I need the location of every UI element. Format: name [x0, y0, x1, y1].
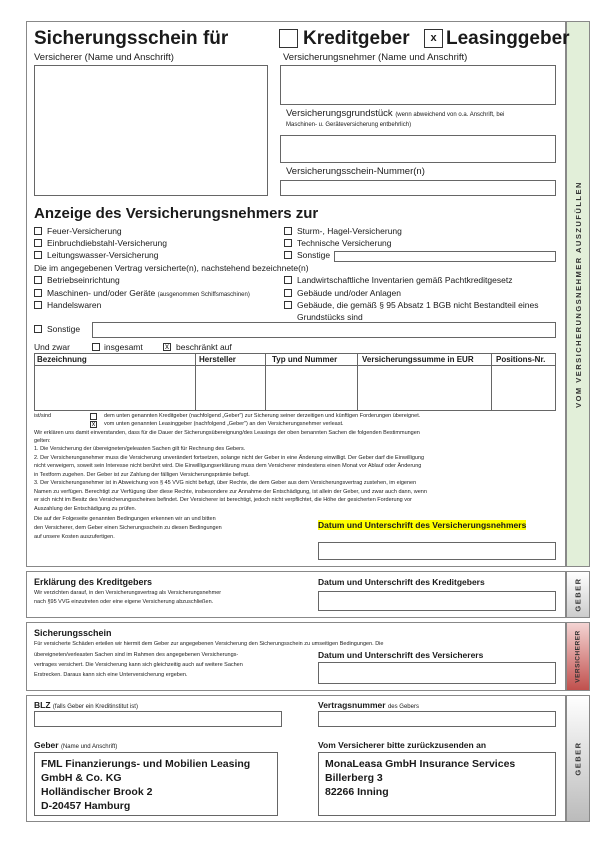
page-title: Sicherungsschein für [34, 28, 229, 49]
gebaeude-checkbox[interactable] [284, 289, 292, 297]
return-line: 82266 Inning [325, 786, 389, 798]
table-header-row [35, 354, 556, 366]
table-header: Typ und Nummer [266, 354, 358, 366]
geber-label [34, 740, 117, 750]
sig-vn-field[interactable] [318, 542, 556, 560]
schein-nr-label: Versicherungsschein-Nummer(n) [286, 166, 425, 177]
versicherer-label: Versicherer (Name und Anschrift) [34, 52, 174, 63]
blz-label [34, 700, 138, 710]
kredit-text-1: Wir verzichten darauf, in den Versicherungsvertrag als Versicherungsnehmer [34, 590, 222, 596]
leasing-verleast-checkbox[interactable]: x [91, 421, 96, 428]
grundstueck-note2: Maschinen- u. Geräteversicherung entbehrlich) [286, 122, 412, 128]
table-cell[interactable] [266, 366, 358, 411]
landwirt-checkbox[interactable] [284, 276, 292, 284]
vn-field[interactable] [280, 65, 556, 105]
sicherung-text-4: Erstrecken. Daraus kann sich eine Unterversicherung ergeben. [34, 672, 188, 678]
vn-label: Versicherungsnehmer (Name und Anschrift) [283, 52, 468, 63]
versicherer-field[interactable] [34, 65, 268, 196]
legal-line-8: in Textform zugehen. Der Geber ist zur Zahlung der fälligen Versicherungsprämie befugt. [34, 472, 250, 478]
feuer-checkbox[interactable] [34, 227, 42, 235]
sicherung-title: Sicherungsschein [34, 628, 112, 638]
side-text-vn: VOM VERSICHERUNGSNEHMER AUSZUFÜLLEN [573, 180, 583, 408]
side-label-geber [566, 571, 590, 618]
betrieb-label: Betriebseinrichtung [47, 275, 120, 285]
leitungswasser-label: Leitungswasser-Versicherung [47, 250, 159, 260]
sicherung-text-3: vertrages versichert. Die Versicherung kann sich gleichzeitig auch auf weitere Sachen [34, 662, 243, 668]
sonstige-checkbox[interactable] [34, 325, 42, 333]
betrieb-checkbox[interactable] [34, 276, 42, 284]
legal-line-9: 3. Der Versicherungsnehmer ist in Abweichung von § 45 VVG nicht befugt, über Rechte, die dem Geber aus dem Versicherungsvertrag zustehen, im eigenen [34, 480, 417, 486]
vertragsnummer-field[interactable] [318, 711, 556, 727]
sonstige-label: Sonstige [47, 324, 81, 334]
kreditgeber-label: Kreditgeber [303, 28, 410, 49]
sonstige-top-label: Sonstige [297, 250, 331, 260]
geber-note: (Name und Anschrift) [60, 744, 118, 750]
leasinggeber-checkbox[interactable]: x [424, 29, 443, 48]
und-zwar-label: Und zwar [34, 342, 70, 352]
side-text-versicherer: VERSICHERER [574, 630, 582, 683]
gebaeude-label: Gebäude und/oder Anlagen [297, 288, 401, 298]
geber-line: Holländischer Brook 2 [41, 786, 153, 798]
kreditgeber-checkbox[interactable] [279, 29, 298, 48]
side-label-vn [566, 21, 590, 567]
return-label: Vom Versicherer bitte zurückzusenden an [318, 740, 487, 750]
table-header: Positions-Nr. [492, 354, 556, 366]
einbruch-checkbox[interactable] [34, 239, 42, 247]
sturm-checkbox[interactable] [284, 227, 292, 235]
feuer-label: Feuer-Versicherung [47, 226, 122, 236]
gebaeude95-label: Gebäude, die gemäß § 95 Absatz 1 BGB nicht Bestandteil eines [297, 300, 539, 310]
legal-line-3: Wir erklären uns damit einverstanden, dass für die Dauer der Sicherungsübereignung/des Leasings der oben benannten Sachen die folgenden Bestimmungen [34, 430, 420, 436]
blz-field[interactable] [34, 711, 282, 727]
schein-nr-field[interactable] [280, 180, 556, 196]
vertragsnummer-text: Vertragsnummer [318, 700, 386, 710]
legal-line-15: auf unsere Kosten auszufertigen. [34, 534, 115, 540]
table-cell[interactable] [492, 366, 556, 411]
maschinen-text: Maschinen- und/oder Geräte [47, 288, 156, 298]
grundstueck-sind-label: Grundstücks sind [297, 312, 363, 322]
grundstueck-label [286, 108, 504, 119]
table-cell[interactable] [358, 366, 492, 411]
legal-line-13: Die auf der Folgeseite genannten Bedingungen erkennen wir an und bitten [34, 516, 216, 522]
sturm-label: Sturm-, Hagel-Versicherung [297, 226, 402, 236]
einbruch-label: Einbruchdiebstahl-Versicherung [47, 238, 168, 248]
side-text-geber2: GEBER [573, 741, 583, 776]
table-cell[interactable] [196, 366, 266, 411]
grundstueck-note: (wenn abweichend von o.a. Anschrift, bei [395, 112, 505, 118]
landwirt-label: Landwirtschaftliche Inventarien gemäß Pachtkreditgesetz [297, 275, 513, 285]
maschinen-note: (ausgenommen Schiffsmaschinen) [157, 292, 250, 298]
leasinggeber-label: Leasinggeber [446, 28, 570, 49]
table-cell[interactable] [35, 366, 196, 411]
kredit-text-2: nach §95 VVG einzutreten oder eine eigene Versicherung abzuschließen. [34, 599, 214, 605]
table-header: Versicherungssumme in EUR [358, 354, 492, 366]
side-label-geber2 [566, 695, 590, 822]
sig-vn-label: Datum und Unterschrift des Versicherungsnehmers [318, 520, 527, 530]
kredit-title: Erklärung des Kreditgebers [34, 577, 153, 587]
side-text-geber: GEBER [573, 577, 583, 612]
beschraenkt-checkbox[interactable]: x [165, 342, 169, 351]
istsind-label: ist/sind [34, 413, 52, 419]
table-row[interactable] [35, 366, 556, 411]
legal-line-14: den Versicherer, dem Geber einen Sicherungsschein zu diesen Bedingungen [34, 525, 222, 531]
side-label-versicherer [566, 622, 590, 691]
maschinen-checkbox[interactable] [34, 289, 42, 297]
grundstueck-title: Versicherungsgrundstück [286, 108, 393, 119]
return-address-field[interactable] [318, 752, 556, 816]
table-header: Hersteller [196, 354, 266, 366]
grundstueck-field[interactable] [280, 135, 556, 163]
return-line: MonaLeasa GmbH Insurance Services [325, 758, 516, 770]
contract-line: Die im angegebenen Vertrag versicherte(n), nachstehend bezeichnete(n) [34, 263, 309, 273]
geber-line: FML Finanzierungs- und Mobilien Leasing [41, 758, 251, 770]
kredit-uebereignet-checkbox[interactable] [90, 413, 97, 420]
legal-line-1: dem unten genannten Kreditgeber (nachfolgend „Geber") zur Sicherung seiner derzeitigen und künftigen Forderungen übereignet. [104, 413, 421, 419]
legal-line-4: gelten: [34, 438, 51, 444]
geber-line: D-20457 Hamburg [41, 800, 131, 812]
legal-line-7: nicht verweigern, soweit sein Interesse nicht berührt wird. Die Einwilligungserklärung muss dem Versicherer mindestens einen Monat vor Ablauf oder Änderung [34, 463, 422, 469]
legal-line-6: 2. Der Versicherungsnehmer muss die Versicherung unverändert fortsetzen, solange nicht der Geber in eine Änderung einwilligt. Der Geber darf die Einwilligung [34, 455, 425, 461]
technische-label: Technische Versicherung [297, 238, 392, 248]
sonstige-field[interactable] [92, 322, 556, 338]
leitungswasser-checkbox[interactable] [34, 251, 42, 259]
sonstige-top-field[interactable] [334, 251, 556, 262]
legal-line-2: vom unten genannten Leasinggeber (nachfolgend „Geber") an den Versicherungsnehmer verleast. [104, 421, 344, 427]
sicherung-sig-label: Datum und Unterschrift des Versicherers [318, 650, 484, 660]
handel-label: Handelswaren [47, 300, 102, 310]
return-line: Billerberg 3 [325, 772, 383, 784]
sicherung-text-2: übereigneten/verleasten Sachen sind im Rahmen des angegebenen Versicherungs- [34, 652, 239, 658]
kredit-sig-label: Datum und Unterschrift des Kreditgebers [318, 577, 485, 587]
sicherung-sig-field[interactable] [318, 662, 556, 684]
insgesamt-checkbox[interactable] [92, 343, 100, 351]
blz-note: (falls Geber ein Kreditinstitut ist) [52, 704, 138, 710]
sonstige-top-checkbox[interactable] [284, 251, 292, 259]
geber-address-field[interactable] [34, 752, 278, 816]
handel-checkbox[interactable] [34, 301, 42, 309]
blz-text: BLZ [34, 700, 51, 710]
insgesamt-label: insgesamt [104, 342, 143, 352]
legal-line-12: Auszahlung der Entschädigung zu prüfen. [34, 506, 137, 512]
items-table [34, 353, 556, 411]
legal-line-10: Namen zu verfügen. Berechtigt zur Verfügung über diese Rechte, insbesondere zur Annahme der Entschädigung, ist allein der Geber, und zwar auch dann, wenn [34, 489, 427, 495]
sicherung-text-1: Für versicherte Schäden erteilen wir hiermit dem Geber zur angegebenen Versicherung den Sicherungsschein zu umseitigen Bedingungen. Die [34, 641, 384, 647]
anzeige-title: Anzeige des Versicherungsnehmers zur [34, 205, 319, 222]
gebaeude95-checkbox[interactable] [284, 301, 292, 309]
technische-checkbox[interactable] [284, 239, 292, 247]
vertrag-note: des Gebers [387, 704, 419, 710]
legal-line-11: er sich nicht im Besitz des Versicherungsscheines befindet. Der Versicherer ist berechtigt, jedoch nicht verpflichtet, die Höhe der gesicherten Forderung vor [34, 497, 412, 503]
maschinen-label [47, 288, 250, 298]
kredit-sig-field[interactable] [318, 591, 556, 611]
beschraenkt-label: beschränkt auf [176, 342, 232, 352]
geber-text: Geber [34, 740, 59, 750]
geber-line: GmbH & Co. KG [41, 772, 122, 784]
vertragsnummer-label [318, 700, 419, 710]
legal-line-5: 1. Die Versicherung der übereigneten/geleasten Sachen gilt für Rechnung des Gebers. [34, 446, 246, 452]
table-header: Bezeichnung [35, 354, 196, 366]
